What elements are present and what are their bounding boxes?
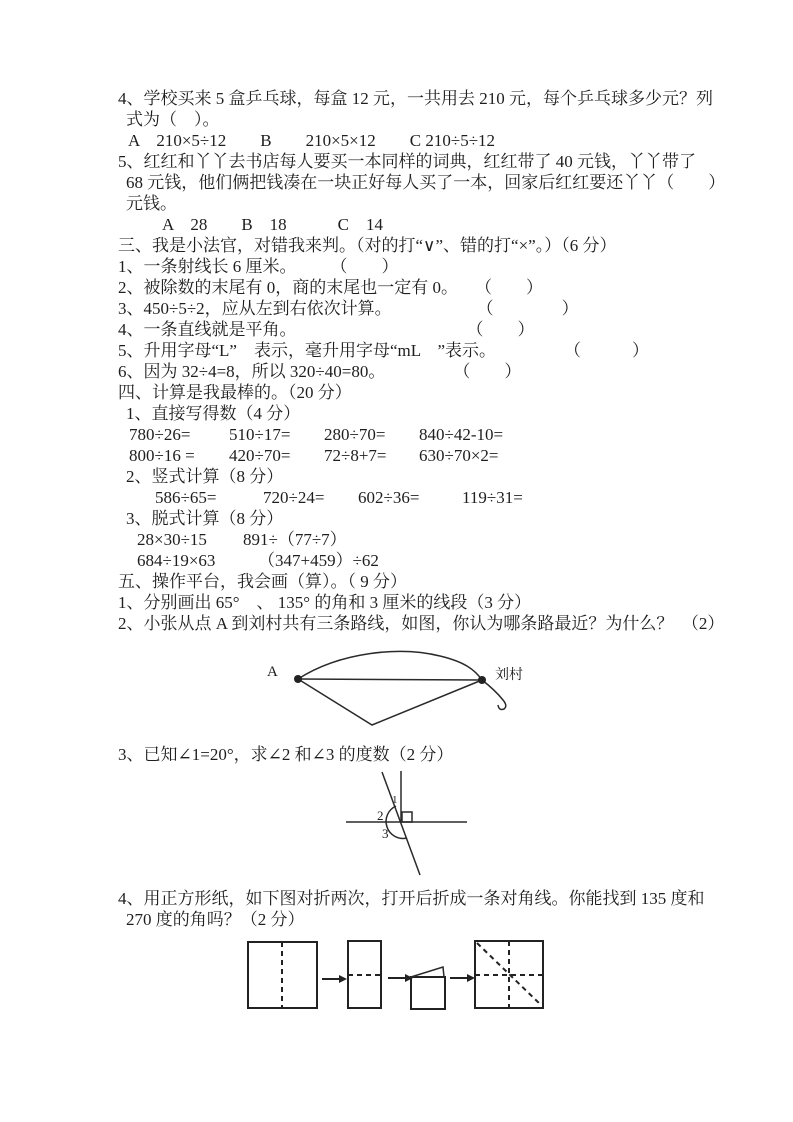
section-4-title: 四、计算是我最棒的。（20 分）	[118, 383, 352, 402]
question-5-line-1: 5、红红和丫丫去书店每人要买一本同样的词典，红红带了 40 元钱，丫丫带了	[118, 152, 696, 171]
calc-item: 420÷70=	[229, 446, 291, 465]
question-4-line-1: 4、学校买来 5 盒乒乓球，每盒 12 元，一共用去 210 元，每个乒乓球多少元？列	[118, 89, 713, 108]
section-5-q4-line-1: 4、用正方形纸，如下图对折两次，打开后折成一条对角线。你能找到 135 度和	[118, 889, 705, 908]
section-5-title: 五、操作平台，我会画（算）。（ 9 分）	[118, 572, 407, 591]
section-5-q2: 2、小张从点 A 到刘村共有三条路线，如图，你认为哪条路最近？为什么？ （2）	[118, 614, 725, 633]
calc-item: 586÷65=	[155, 488, 217, 507]
calc-item: 602÷36=	[358, 488, 420, 507]
true-false-item: 5、升用字母“L” 表示，毫升用字母“mL ”表示。 （ ）	[118, 341, 650, 360]
calc-item: （347+459）÷62	[258, 551, 379, 570]
point-a-label: A	[267, 664, 278, 680]
calc-item: 720÷24=	[263, 488, 325, 507]
calc-item: 72÷8+7=	[324, 446, 387, 465]
village-dot	[478, 676, 486, 684]
true-false-item: 3、450÷5÷2，应从左到右依次计算。 （ ）	[118, 299, 579, 318]
section-5-q1: 1、分别画出 65° 、 135° 的角和 3 厘米的线段（3 分）	[118, 593, 532, 612]
arrow-3-head	[467, 974, 475, 982]
route-hook	[482, 680, 506, 710]
calc-row-stepwise-1	[137, 529, 723, 550]
angles-diagram	[330, 765, 530, 880]
calc-row-direct-1	[129, 424, 723, 445]
route-curve-top	[298, 651, 482, 680]
calc-row-stepwise-2	[137, 550, 723, 571]
true-false-item: 4、一条直线就是平角。 （ ）	[118, 320, 535, 339]
calc-item: 119÷31=	[462, 488, 523, 507]
folding-diagram	[240, 934, 560, 1016]
section-3-title: 三、我是小法官，对错我来判。（对的打“∨”、错的打“×”。）（6 分）	[118, 236, 617, 255]
question-4-options: A 210×5÷12 B 210×5×12 C 210÷5÷12	[128, 131, 496, 150]
question-5-line-2: 68 元钱，他们俩把钱凑在一块正好每人买了一本，回家后红红要还丫丫（ ）	[126, 173, 726, 192]
calc-item: 280÷70=	[324, 425, 386, 444]
calc-item: 800÷16 =	[129, 446, 195, 465]
village-label: 刘村	[495, 668, 523, 683]
calc-item: 28×30÷15	[137, 530, 207, 549]
true-false-item: 2、被除数的末尾有 0，商的末尾也一定有 0。 （ ）	[118, 278, 543, 297]
fold-step3-flap	[411, 967, 444, 977]
section-5-q3: 3、已知∠1=20°，求∠2 和∠3 的度数（2 分）	[118, 745, 454, 764]
question-5-options: A 28 B 18 C 14	[162, 215, 384, 234]
route-straight	[298, 679, 482, 680]
section-4-sub-2: 2、竖式计算（8 分）	[126, 467, 284, 486]
section-4-sub-1: 1、直接写得数（4 分）	[126, 404, 301, 423]
arrow-1-head	[339, 975, 347, 983]
calc-item: 780÷26=	[129, 425, 191, 444]
section-4-sub-3: 3、脱式计算（8 分）	[126, 509, 284, 528]
section-5-q4-line-2: 270 度的角吗？（2 分）	[126, 910, 305, 929]
calc-item: 630÷70×2=	[419, 446, 499, 465]
angle-3-label: 3	[382, 826, 389, 841]
question-4-line-2: 式为（ ）。	[126, 110, 220, 129]
right-angle-mark	[402, 812, 412, 822]
calc-item: 684÷19×63	[137, 551, 216, 570]
calc-row-vertical	[155, 487, 723, 508]
point-a-dot	[294, 675, 302, 683]
routes-diagram	[240, 640, 570, 740]
calc-row-direct-2	[129, 445, 723, 466]
calc-item: 510÷17=	[229, 425, 291, 444]
question-5-line-3: 元钱。	[126, 194, 177, 213]
fold-step3-square	[411, 977, 445, 1009]
true-false-item: 6、因为 32÷4=8，所以 320÷40=80。 （ ）	[118, 362, 522, 381]
true-false-item: 1、一条射线长 6 厘米。 （ ）	[118, 257, 399, 276]
calc-item: 891÷（77÷7）	[243, 530, 347, 549]
angle-1-label: 1	[392, 794, 398, 806]
calc-item: 840÷42-10=	[419, 425, 504, 444]
angle-2-label: 2	[377, 808, 384, 823]
route-v-path	[298, 679, 482, 725]
